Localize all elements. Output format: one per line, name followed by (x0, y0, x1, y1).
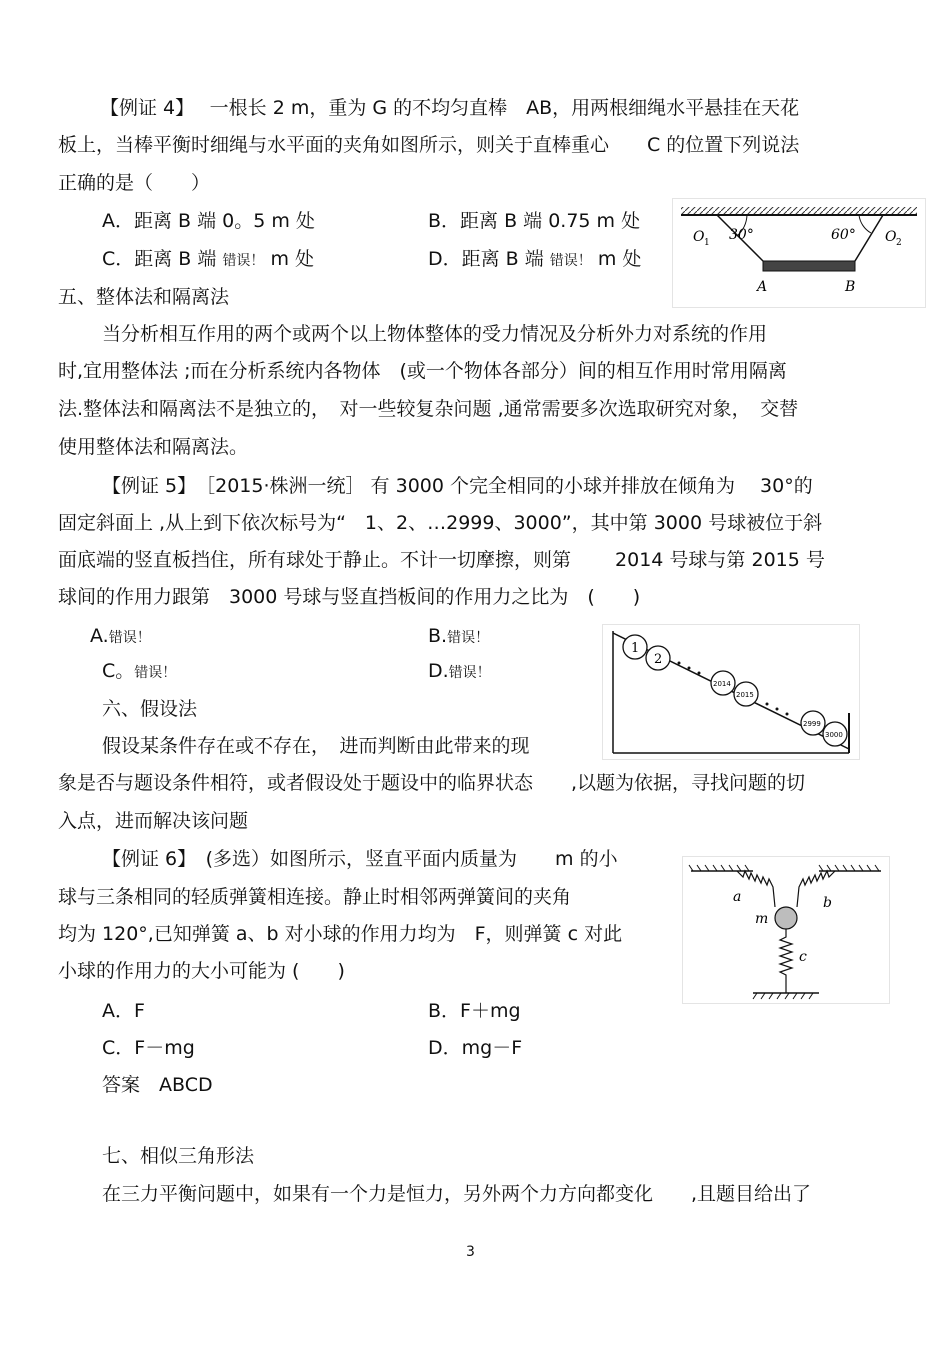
ex5-line-4: 球间的作用力跟第 3000 号球与竖直挡板间的作用力之比为 ( ) (58, 586, 641, 608)
ex4-line-1: 【例证 4】 一根长 2 m，重为 G 的不均匀直棒 AB，用两根细绳水平悬挂在天花 (100, 97, 800, 119)
rope-right (855, 215, 883, 261)
ex5-option-a-error: 错误！ (108, 630, 151, 646)
ex5-option-c-error: 错误！ (134, 665, 177, 681)
ceiling-left-hatch (689, 865, 749, 871)
ball-1-label: 1 (631, 641, 640, 656)
label-a: A (757, 279, 768, 295)
ex4-figure (672, 198, 926, 308)
ex4-line-2: 板上，当棒平衡时细绳与水平面的夹角如图所示，则关于直棒重心 C 的位置下列说法 (58, 134, 800, 156)
ex5-option-c-label: C。 (102, 660, 135, 682)
ex4-option-d-error: 错误！ (549, 253, 592, 269)
ceiling-right-hatch (819, 865, 879, 871)
label-spring-a: a (733, 889, 742, 905)
label-spring-c: c (799, 949, 807, 965)
section-6-line-2: 象是否与题设条件相符，或者假设处于题设中的临界状态 ,以题为依据，寻找问题的切 (58, 772, 806, 794)
page-number: 3 (466, 1244, 475, 1260)
section-7-line-1: 在三力平衡问题中，如果有一个力是恒力，另外两个力方向都变化 ,且题目给出了 (102, 1183, 812, 1205)
ex5-line-1: 【例证 5】 ［2015·株洲一统］ 有 3000 个完全相同的小球并排放在倾角为 30°的 (102, 475, 813, 497)
spring-a (737, 871, 775, 907)
ex5-line-3: 面底端的竖直板挡住，所有球处于静止。不计一切摩擦，则第 2014 号球与第 2015 号 (58, 549, 825, 571)
ex5-line-2: 固定斜面上 ,从上到下依次标号为“ 1、2、…2999、3000”，其中第 3000 号球被位于斜 (58, 512, 823, 534)
label-o1-sub: 1 (704, 238, 710, 248)
ex4-option-b: B．距离 B 端 0.75 m 处 (428, 210, 641, 232)
ball-2015-label: 2015 (736, 691, 754, 699)
ex5-figure (602, 624, 860, 760)
ex5-option-a (90, 623, 151, 651)
ex6-option-c: C．F－mg (102, 1037, 195, 1059)
ex5-option-a-label: A. (90, 625, 109, 647)
section-6-line-1: 假设某条件存在或不存在， 进而判断由此带来的现 (102, 735, 530, 757)
ex5-option-d-error: 错误！ (448, 665, 491, 681)
ex6-option-a: A．F (102, 1000, 145, 1022)
label-o2: O (885, 229, 897, 245)
ball-2999-label: 2999 (803, 720, 821, 728)
ex5-option-d (428, 658, 491, 686)
section-5-title: 五、整体法和隔离法 (58, 286, 230, 308)
section-5-line-1: 当分析相互作用的两个或两个以上物体整体的受力情况及分析外力对系统的作用 (102, 323, 768, 345)
section-5-line-4: 使用整体法和隔离法。 (58, 436, 249, 458)
angle-arc-right (859, 215, 871, 233)
ex5-option-b (428, 623, 489, 651)
label-mass-m: m (755, 911, 769, 927)
ex4-option-c-text: C．距离 B 端 (102, 248, 217, 270)
rod-ab (763, 261, 855, 271)
ellipsis-dots-upper (678, 662, 701, 675)
ceiling-hatch (681, 207, 917, 215)
section-6-line-3: 入点，进而解决该问题 (58, 810, 249, 832)
ex4-option-d-tail: m 处 (597, 248, 642, 270)
ex4-option-c-error: 错误！ (222, 253, 265, 269)
ex4-option-d-text: D．距离 B 端 (428, 248, 544, 270)
ex4-option-d (428, 246, 641, 274)
label-b: B (845, 279, 856, 295)
ex4-option-a: A．距离 B 端 0。5 m 处 (102, 210, 315, 232)
ex5-option-b-label: B. (428, 625, 448, 647)
section-7-title: 七、相似三角形法 (102, 1145, 255, 1167)
ex4-option-c-tail: m 处 (270, 248, 315, 270)
label-o2-sub: 2 (896, 238, 902, 248)
ex4-line-3: 正确的是（ ） (58, 172, 211, 194)
label-spring-b: b (823, 895, 832, 911)
ex5-option-c (102, 658, 176, 686)
ball-3000-label: 3000 (825, 731, 843, 739)
spring-c (780, 929, 792, 993)
ex6-line-1: 【例证 6】 (多选）如图所示，竖直平面内质量为 m 的小 (102, 848, 618, 870)
floor-hatch (753, 993, 813, 999)
ex6-line-2: 球与三条相同的轻质弹簧相连接。静止时相邻两弹簧间的夹角 (58, 886, 572, 908)
label-30deg: 30° (729, 227, 754, 243)
ex4-option-c (102, 246, 314, 274)
label-o1: O (693, 229, 705, 245)
ex6-line-4: 小球的作用力的大小可能为 ( ) (58, 960, 345, 982)
ex5-option-d-label: D. (428, 660, 449, 682)
ball-2014-label: 2014 (713, 680, 731, 688)
ex6-option-b: B．F＋mg (428, 1000, 521, 1022)
ex6-figure (682, 856, 890, 1004)
ex5-option-b-error: 错误！ (447, 630, 490, 646)
ex6-line-3: 均为 120°,已知弹簧 a、b 对小球的作用力均为 F，则弹簧 c 对此 (58, 923, 623, 945)
section-5-line-3: 法.整体法和隔离法不是独立的， 对一些较复杂问题 ,通常需要多次选取研究对象， 交替 (58, 398, 799, 420)
ex6-answer: 答案 ABCD (102, 1074, 213, 1096)
ball-2-label: 2 (654, 652, 663, 667)
ex6-option-d: D．mg－F (428, 1037, 523, 1059)
section-6-title: 六、假设法 (102, 698, 198, 720)
section-5-line-2: 时,宜用整体法 ;而在分析系统内各物体 (或一个物体各部分）间的相互作用时常用隔离 (58, 360, 787, 382)
ball-m (775, 907, 797, 929)
label-60deg: 60° (831, 227, 856, 243)
